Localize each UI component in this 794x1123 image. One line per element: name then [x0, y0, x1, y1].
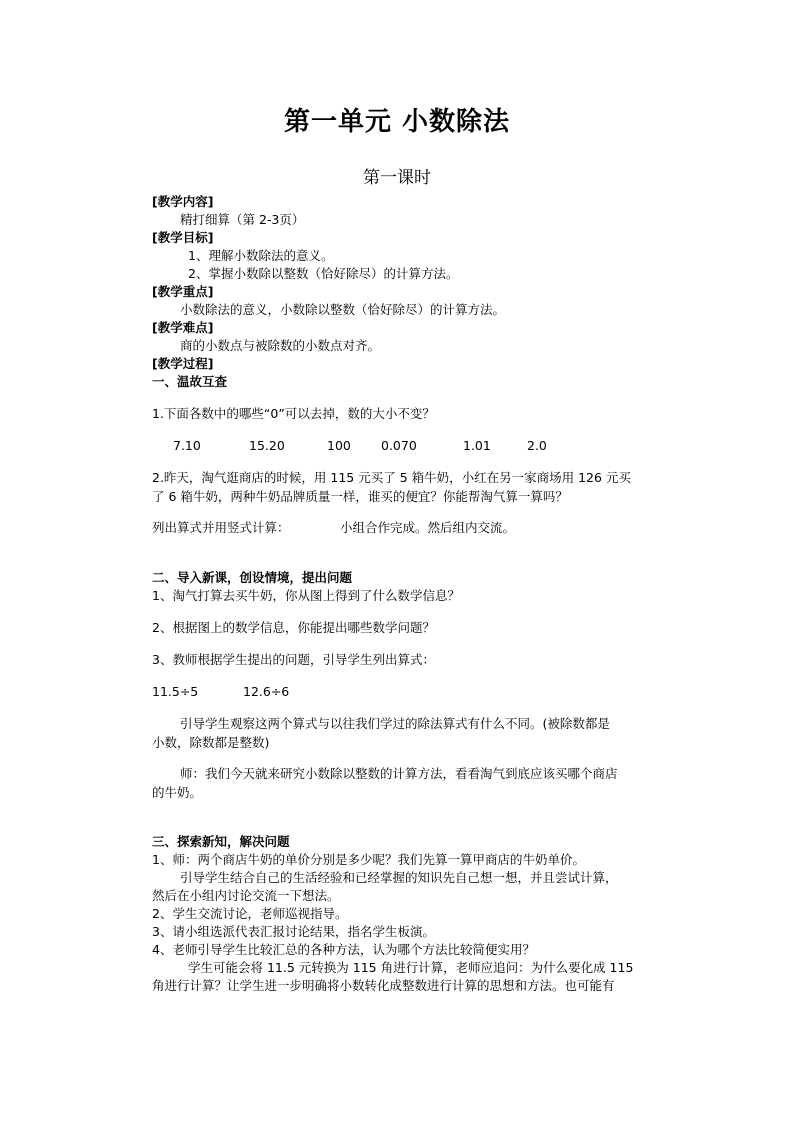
expression-2: 12.6÷6: [243, 684, 290, 699]
part1-heading: 一、温故互查: [152, 374, 228, 389]
number-item: 7.10: [173, 438, 201, 453]
teaching-process-heading: [教学过程]: [152, 356, 214, 371]
part3-line-2: 引导学生结合自己的生活经验和已经掌握的知识先自己想一想，并且尝试计算，: [180, 870, 618, 885]
part3-line-4: 2、学生交流讨论，老师巡视指导。: [152, 906, 348, 921]
part3-heading: 三、探索新知，解决问题: [152, 834, 290, 849]
teaching-key-text: 小数除法的意义，小数除以整数（恰好除尽）的计算方法。: [180, 302, 506, 317]
question-2-line-2: 了 6 箱牛奶，两种牛奶品牌质量一样，谁买的便宜？你能帮淘气算一算吗？: [152, 489, 568, 504]
part2-paragraph-2-line-2: 的牛奶。: [152, 785, 203, 800]
teaching-content-text: 精打细算（第 2-3页）: [180, 212, 305, 227]
instruction-a: 列出算式并用竖式计算：: [152, 520, 290, 535]
part2-line-2: 2、根据图上的数学信息，你能提出哪些数学问题？: [152, 620, 435, 635]
teaching-difficulty-text: 商的小数点与被除数的小数点对齐。: [180, 338, 381, 353]
teaching-goal-heading: [教学目标]: [152, 230, 214, 245]
lesson-subtitle: 第一课时: [363, 168, 431, 188]
number-item: 0.070: [381, 438, 417, 453]
part3-line-1: 1、师：两个商店牛奶的单价分别是多少呢？我们先算一算甲商店的牛奶单价。: [152, 852, 585, 867]
part2-paragraph-1-line-1: 引导学生观察这两个算式与以往我们学过的除法算式有什么不同。(被除数都是: [180, 716, 610, 731]
part3-line-5: 3、请小组选派代表汇报讨论结果，指名学生板演。: [152, 924, 435, 939]
part2-line-3: 3、教师根据学生提出的问题，引导学生列出算式：: [152, 652, 435, 667]
part2-paragraph-1-line-2: 小数，除数都是整数): [152, 735, 270, 750]
teaching-goal-2: 2、掌握小数除以整数（恰好除尽）的计算方法。: [188, 266, 459, 281]
question-1: 1.下面各数中的哪些“0”可以去掉，数的大小不变？: [152, 406, 435, 421]
teaching-content-heading: [教学内容]: [152, 194, 214, 209]
number-list: [173, 438, 547, 454]
question-2-line-1: 2.昨天，淘气逛商店的时候，用 115 元买了 5 箱牛奶，小红在另一家商场用 126 元买: [152, 470, 631, 485]
part2-paragraph-2-line-1: 师：我们今天就来研究小数除以整数的计算方法，看看淘气到底应该买哪个商店: [180, 766, 618, 781]
part3-line-3: 然后在小组内讨论交流一下想法。: [152, 888, 340, 903]
number-item: 2.0: [527, 438, 547, 453]
part3-line-7: 学生可能会将 11.5 元转换为 115 角进行计算，老师应追问：为什么要化成 115: [188, 960, 634, 975]
page-title: 第一单元 小数除法: [283, 107, 511, 137]
part3-line-6: 4、老师引导学生比较汇总的各种方法，认为哪个方法比较简便实用？: [152, 942, 535, 957]
number-item: 1.01: [463, 438, 491, 453]
instruction-b: 小组合作完成。然后组内交流。: [340, 520, 516, 535]
teaching-goal-1: 1、理解小数除法的意义。: [188, 248, 334, 263]
teaching-difficulty-heading: [教学难点]: [152, 320, 214, 335]
teaching-key-heading: [教学重点]: [152, 284, 214, 299]
number-item: 100: [327, 438, 351, 453]
part3-line-8: 角进行计算？让学生进一步明确将小数转化成整数进行计算的思想和方法。也可能有: [152, 978, 615, 993]
number-item: 15.20: [249, 438, 285, 453]
part2-heading: 二、导入新课，创设情境，提出问题: [152, 570, 353, 585]
part2-line-1: 1、淘气打算去买牛奶，你从图上得到了什么数学信息？: [152, 588, 460, 603]
expression-1: 11.5÷5: [152, 684, 199, 699]
